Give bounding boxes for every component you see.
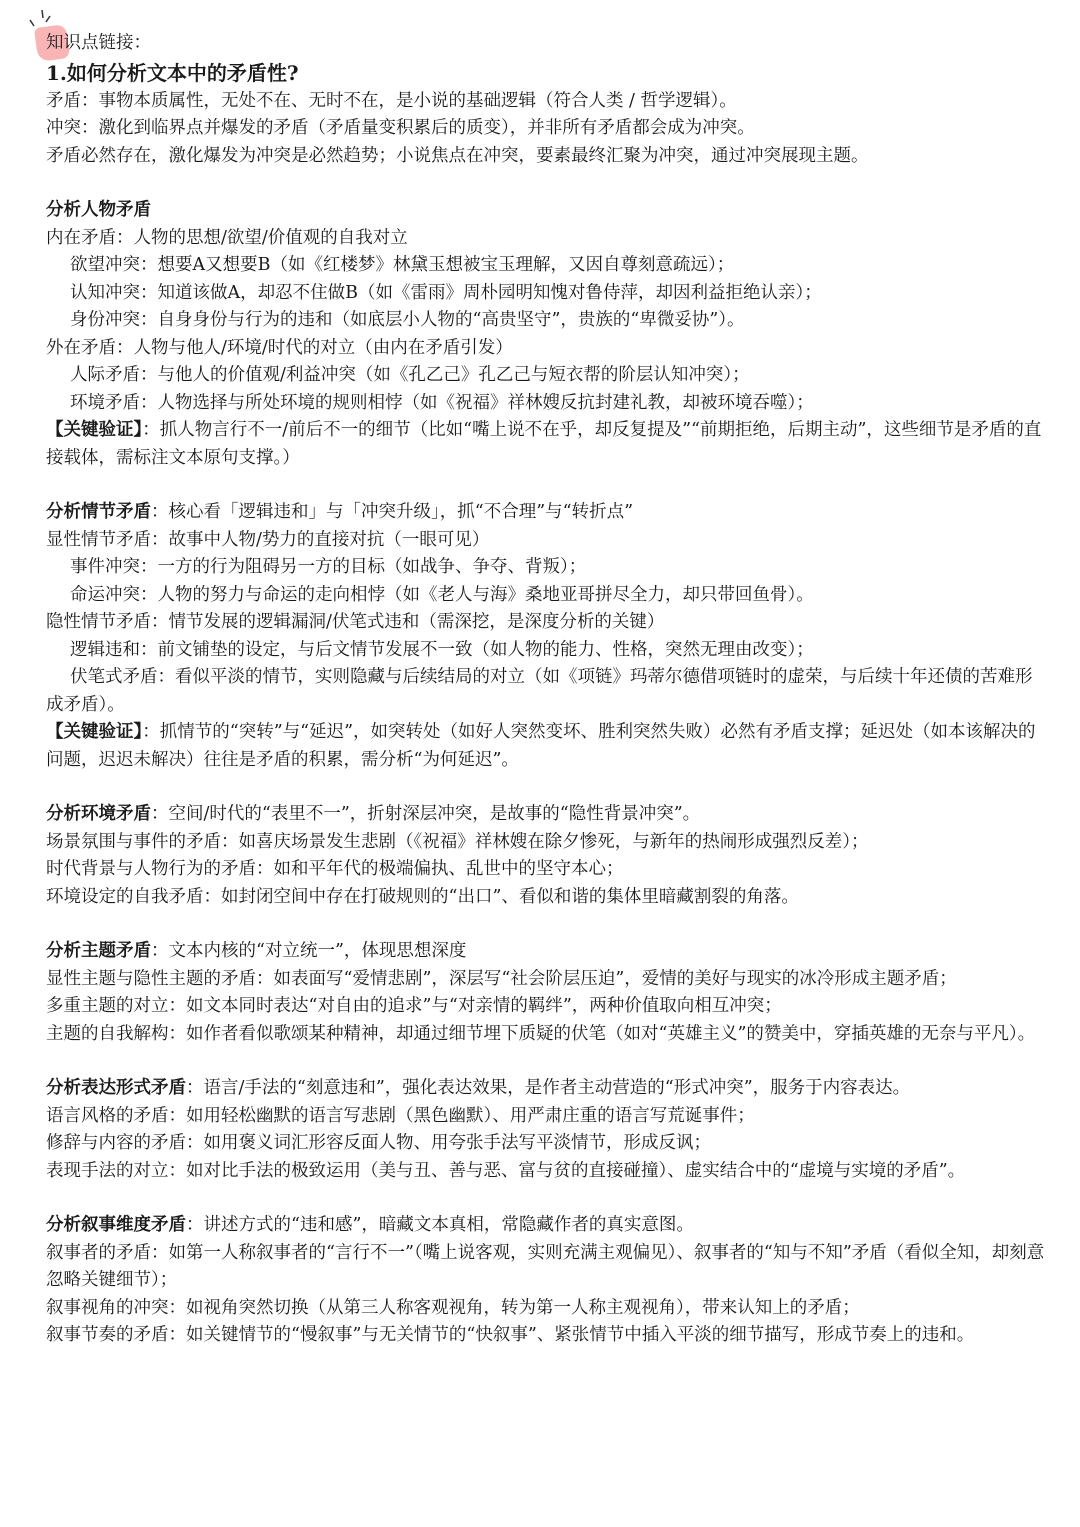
narrative-heading: 分析叙事维度矛盾 (46, 1215, 186, 1235)
environment-item: 场景氛围与事件的矛盾：如喜庆场景发生悲剧（《祝福》祥林嫂在除夕惨死，与新年的热闹形成强烈反差）； (46, 831, 869, 852)
environment-heading-line (46, 801, 1046, 829)
plot-explicit-item: 事件冲突：一方的行为阻碍另一方的目标（如战争、争夺、背叛）； (70, 557, 587, 577)
intro-line-conflict: 冲突：激化到临界点并爆发的矛盾（矛盾量变积累后的质变），并非所有矛盾都会成为冲突。 (46, 118, 755, 138)
character-inner-item: 认知冲突：知道该做A，却忍不住做B（如《雷雨》周朴园明知愧对鲁侍萍，却因利益拒绝认亲）； (70, 282, 822, 303)
theme-heading: 分析主题矛盾 (46, 941, 151, 961)
plot-implicit-item: 逻辑违和：前文铺垫的设定，与后文情节发展不一致（如人物的能力、性格，突然无理由改变）； (70, 639, 814, 660)
expression-heading: 分析表达形式矛盾 (46, 1078, 186, 1098)
knowledge-link-label: 知识点链接： (46, 33, 151, 53)
plot-heading-desc: ：核心看「逻辑违和」与「冲突升级」，抓“不合理”与“转折点” (151, 502, 634, 522)
theme-item: 多重主题的对立：如文本同时表达“对自由的追求”与“对亲情的羁绊”，两种价值取向相互冲突； (46, 996, 782, 1016)
expression-heading-desc: ：语言/手法的“刻意违和”，强化表达效果，是作者主动营造的“形式冲突”，服务于内容表达。 (186, 1078, 911, 1098)
expression-item: 修辞与内容的矛盾：如用褒义词汇形容反面人物、用夸张手法写平淡情节，形成反讽； (46, 1133, 711, 1153)
expression-heading-line (46, 1075, 1046, 1103)
plot-implicit-title: 隐性情节矛盾：情节发展的逻辑漏洞/伏笔式违和（需深挖，是深度分析的关键） (46, 612, 665, 632)
plot-explicit-title: 显性情节矛盾：故事中人物/势力的直接对抗（一眼可见） (46, 529, 490, 550)
environment-item: 时代背景与人物行为的矛盾：如和平年代的极端偏执、乱世中的坚守本心； (46, 859, 624, 879)
plot-verify (46, 719, 1046, 774)
plot-implicit-item: 伏笔式矛盾：看似平淡的情节，实则隐藏与后续结局的对立（如《项链》玛蒂尔德借项链时的虚荣，与后续十年还债的苦难形成矛盾）。 (46, 667, 1033, 715)
verify-text: ：抓人物言行不一/前后不一的细节（比如“嘴上说不在乎，却反复提及”“前期拒绝，后期主动”，这些细节是矛盾的直接载体，需标注文本原句支撑。） (46, 420, 1042, 468)
expression-item: 语言风格的矛盾：如用轻松幽默的语言写悲剧（黑色幽默）、用严肃庄重的语言写荒诞事件； (46, 1105, 755, 1126)
narrative-heading-line (46, 1212, 1046, 1240)
document-body (46, 30, 1046, 1350)
character-heading: 分析人物矛盾 (46, 200, 151, 220)
verify-label: 【关键验证】 (46, 722, 143, 742)
narrative-item: 叙事节奏的矛盾：如关键情节的“慢叙事”与无关情节的“快叙事”、紧张情节中插入平淡的细节描写，形成节奏上的违和。 (46, 1325, 975, 1345)
intro-line-contradiction: 矛盾：事物本质属性，无处不在、无时不在，是小说的基础逻辑（符合人类 / 哲学逻辑）。 (46, 90, 737, 111)
plot-heading-line (46, 499, 1046, 527)
narrative-heading-desc: ：讲述方式的“违和感”，暗藏文本真相，常隐藏作者的真实意图。 (186, 1215, 694, 1235)
theme-heading-desc: ：文本内核的“对立统一”，体现思想深度 (151, 941, 467, 961)
environment-heading: 分析环境矛盾 (46, 804, 151, 824)
theme-item: 显性主题与隐性主题的矛盾：如表面写“爱情悲剧”，深层写“社会阶层压迫”，爱情的美好与现实的冰冷形成主题矛盾； (46, 968, 957, 989)
character-outer-item: 环境矛盾：人物选择与所处环境的规则相悖（如《祝福》祥林嫂反抗封建礼教，却被环境吞噬）； (70, 392, 814, 413)
environment-item: 环境设定的自我矛盾：如封闭空间中存在打破规则的“出口”、看似和谐的集体里暗藏割裂的角落。 (46, 886, 799, 907)
verify-label: 【关键验证】 (46, 420, 143, 440)
theme-heading-line (46, 938, 1046, 966)
narrative-item: 叙事者的矛盾：如第一人称叙事者的“言行不一”（嘴上说客观，实则充满主观偏见）、叙事者的“知与不知”矛盾（看似全知，却刻意忽略关键细节）； (46, 1242, 1045, 1290)
character-inner-title: 内在矛盾：人物的思想/欲望/价值观的自我对立 (46, 227, 408, 248)
theme-item: 主题的自我解构：如作者看似歌颂某种精神，却通过细节埋下质疑的伏笔（如对“英雄主义”的赞美中，穿插英雄的无奈与平凡）。 (46, 1023, 1036, 1044)
character-verify (46, 417, 1046, 472)
verify-text: ：抓情节的“突转”与“延迟”，如突转处（如好人突然变坏、胜利突然失败）必然有矛盾支撑；延迟处（如本该解决的问题，迟迟未解决）往往是矛盾的积累，需分析“为何延迟”。 (46, 722, 1036, 770)
narrative-item: 叙事视角的冲突：如视角突然切换（从第三人称客观视角，转为第一人称主观视角），带来认知上的矛盾； (46, 1297, 860, 1318)
character-inner-item: 身份冲突：自身身份与行为的违和（如底层小人物的“高贵坚守”，贵族的“卑微妥协”）。 (70, 310, 745, 330)
expression-item: 表现手法的对立：如对比手法的极致运用（美与丑、善与恶、富与贫的直接碰撞）、虚实结合中的“虚境与实境的矛盾”。 (46, 1160, 966, 1181)
intro-line-summary: 矛盾必然存在，激化爆发为冲突是必然趋势；小说焦点在冲突，要素最终汇聚为冲突，通过冲突展现主题。 (46, 145, 869, 166)
plot-heading: 分析情节矛盾 (46, 502, 151, 522)
character-outer-title: 外在矛盾：人物与他人/环境/时代的对立（由内在矛盾引发） (46, 337, 513, 358)
character-inner-item: 欲望冲突：想要A又想要B（如《红楼梦》林黛玉想被宝玉理解，又因自尊刻意疏远）； (70, 255, 735, 275)
character-outer-item: 人际矛盾：与他人的价值观/利益冲突（如《孔乙己》孔乙己与短衣帮的阶层认知冲突）； (70, 365, 750, 385)
environment-heading-desc: ：空间/时代的“表里不一”，折射深层冲突，是故事的“隐性背景冲突”。 (151, 804, 701, 824)
question-title: 1.如何分析文本中的矛盾性? (46, 60, 299, 85)
plot-explicit-item: 命运冲突：人物的努力与命运的走向相悖（如《老人与海》桑地亚哥拼尽全力，却只带回鱼骨）。 (70, 584, 814, 605)
